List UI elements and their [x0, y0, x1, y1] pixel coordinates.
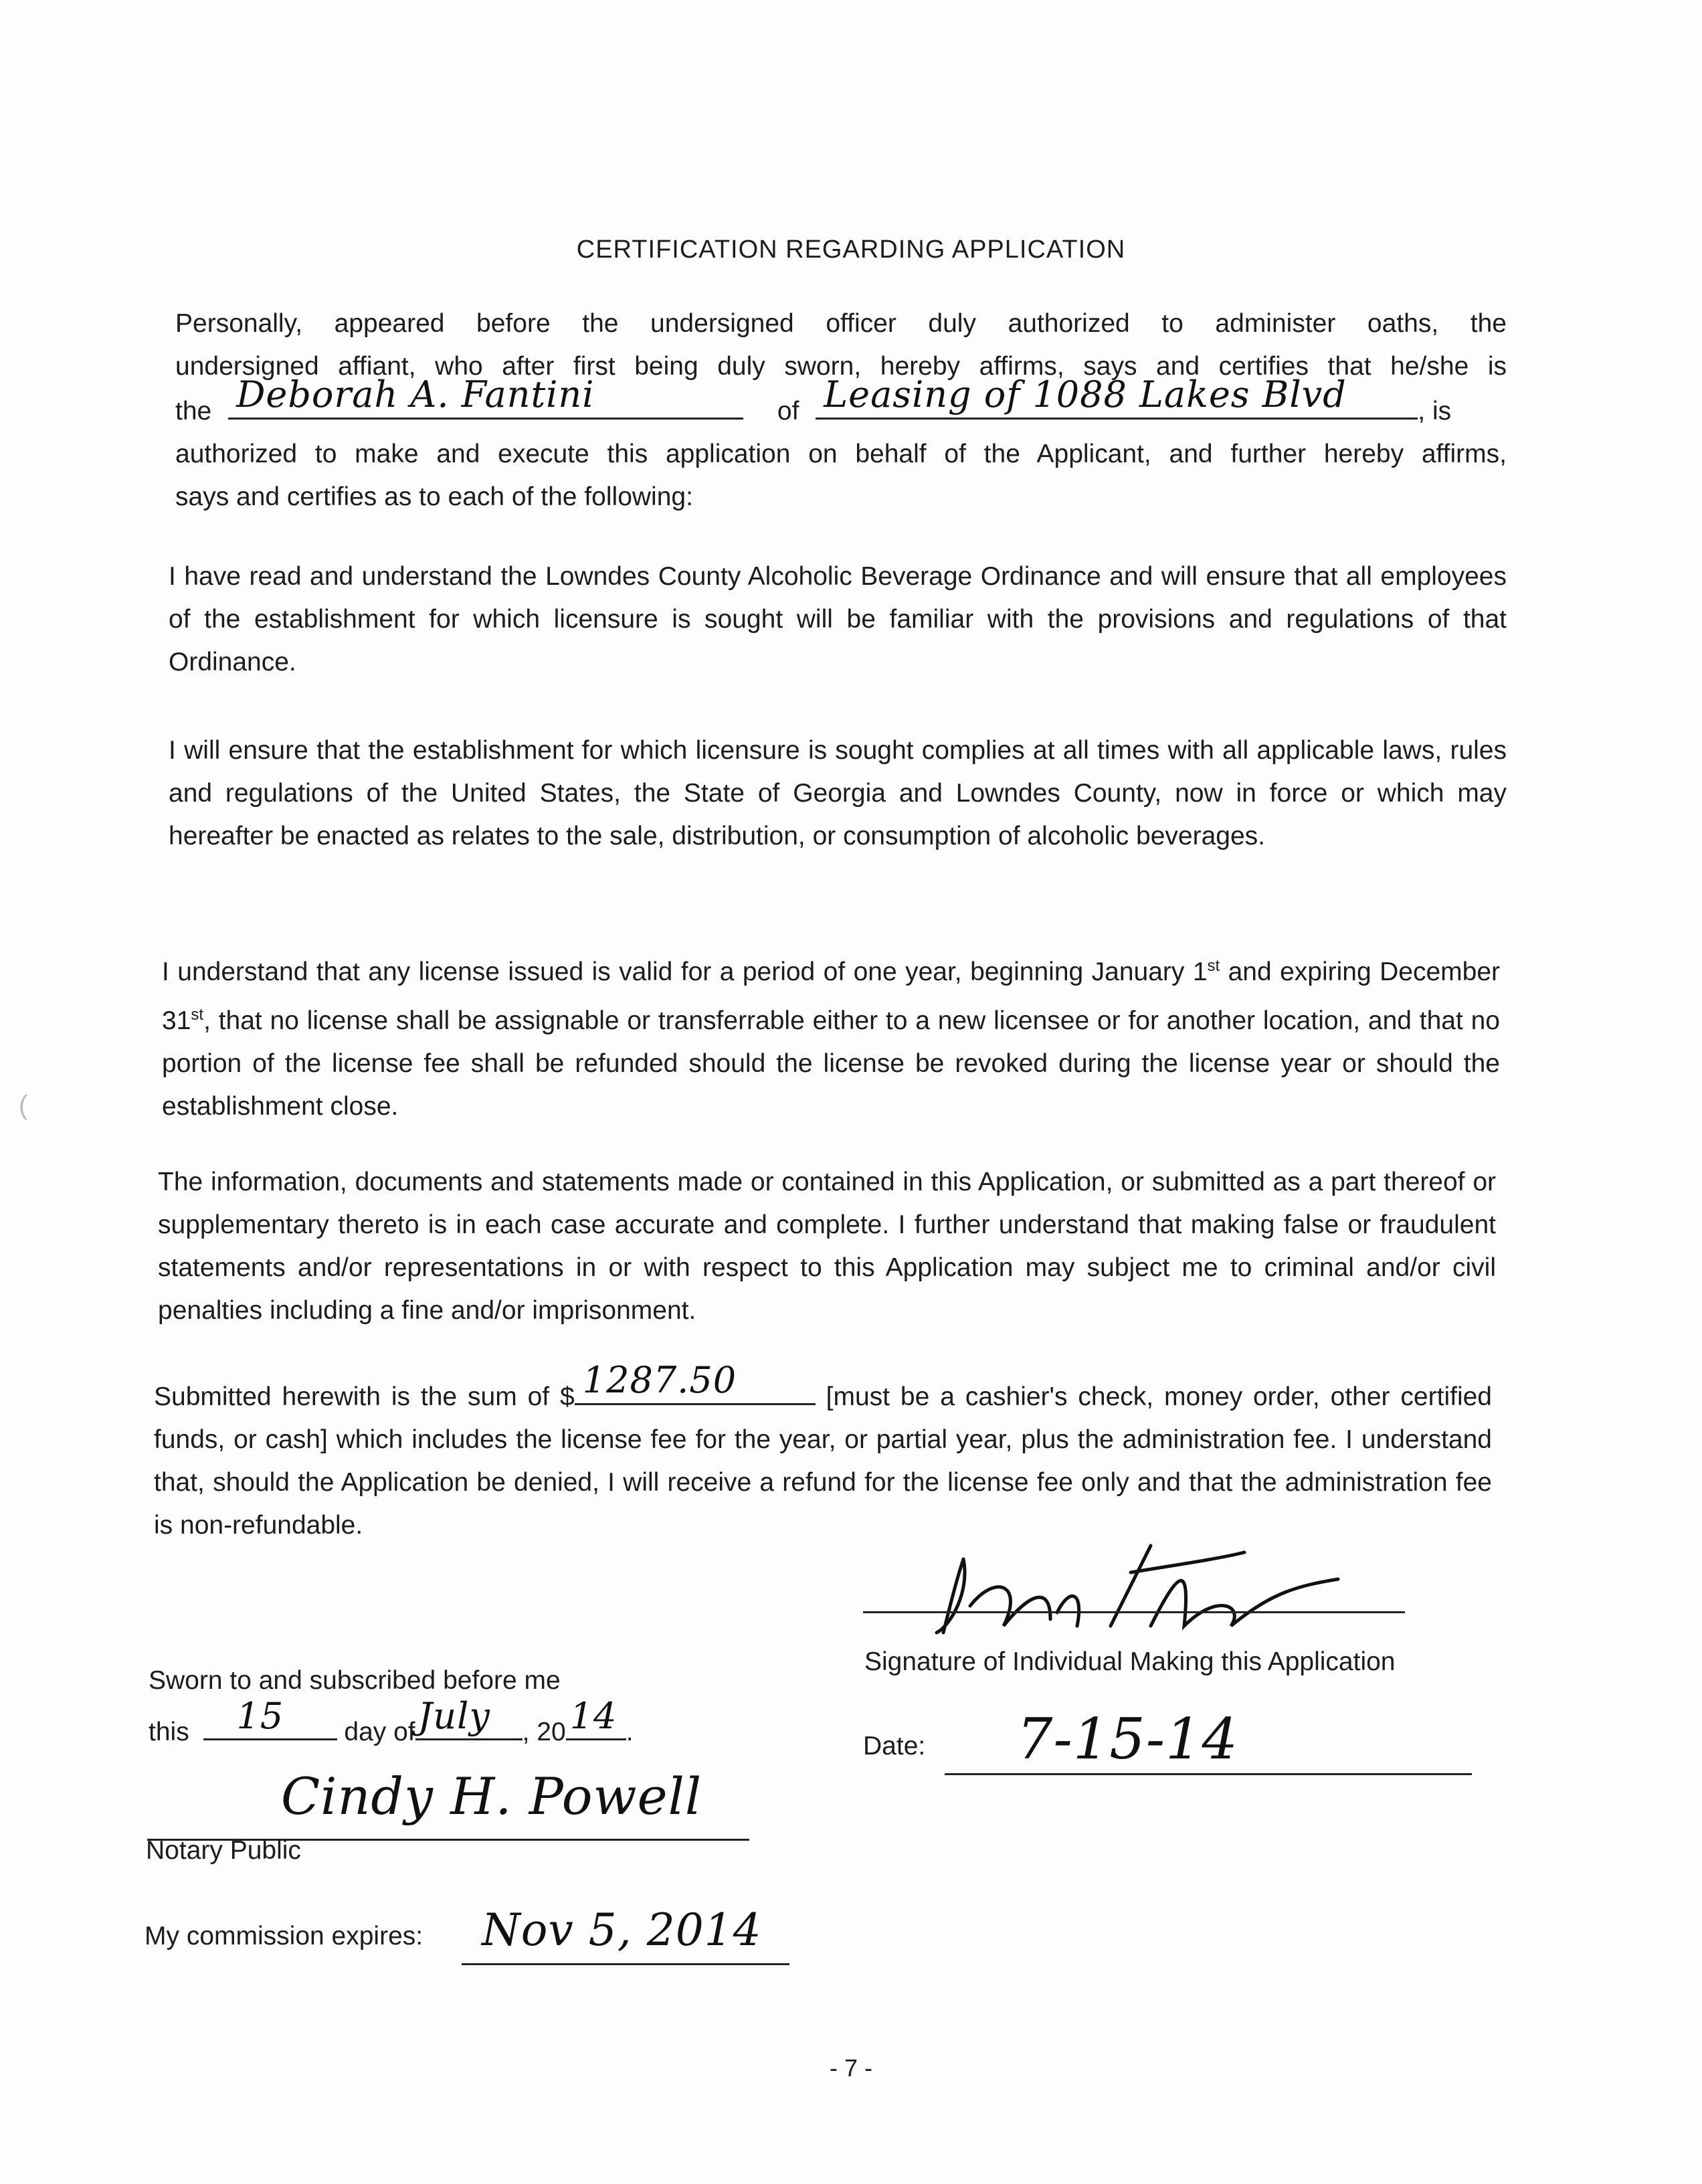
amount-field — [575, 1359, 816, 1405]
payment-paragraph — [154, 1359, 1492, 1547]
applicant-signature-line — [863, 1611, 1405, 1613]
day-handwritten: 15 — [236, 1695, 284, 1737]
term-text-1: I understand that any license issued is valid for a period of one year, beginning January 1 — [162, 958, 1208, 986]
year-prefix: , 20 — [522, 1718, 566, 1746]
page-number: - 7 - — [829, 2054, 872, 2082]
date-label: Date: — [863, 1732, 926, 1760]
intro-line-3 — [175, 373, 1507, 433]
day-field — [203, 1695, 337, 1740]
ordinance-paragraph: I have read and understand the Lowndes County Alcoholic Beverage Ordinance and will ensure that all employees of the establishment for which licensure is sought will be familiar with the provisions and regulations of that Ordinance. — [169, 562, 1507, 676]
notary-signature: Cindy H. Powell — [281, 1766, 702, 1826]
applicant-signature-label: Signature of Individual Making this Application — [864, 1647, 1396, 1676]
payment-text-1: Submitted herewith is the sum of $ — [154, 1382, 575, 1411]
term-sup-1: st — [1207, 957, 1220, 975]
day-of-label: day of — [344, 1718, 415, 1746]
affiant-name-handwritten: Deborah A. Fantini — [236, 373, 595, 416]
sworn-text: Sworn to and subscribed before me — [149, 1666, 561, 1695]
year-handwritten: 14 — [569, 1695, 618, 1737]
is-label: , is — [1418, 397, 1452, 426]
of-label: of — [777, 397, 799, 426]
term-sup-2: st — [191, 1006, 204, 1024]
payment-text-2: [must be a cashier's check, money order, other certified funds, or cash] which includes the license fee for the year, or partial year, plus the administration fee. I understand that, should the Application be denied, I will receive a refund for the license fee only and that the administration fee is non-refundable. — [154, 1382, 1492, 1540]
document-title: CERTIFICATION REGARDING APPLICATION — [576, 236, 1126, 264]
intro-line-1: Personally, appeared before the undersigned officer duly authorized to administer oaths, the — [175, 309, 1507, 338]
entity-field — [816, 373, 1418, 420]
date-handwritten: 7-15-14 — [1017, 1706, 1238, 1772]
accuracy-paragraph: The information, documents and statements made or contained in this Application, or submitted as a part thereof or supplementary thereto is in each case accurate and complete. I further understand that making false or fraudulent statements and/or representations in or with respect to this Application may subject me to criminal and/or civil penalties including a fine and/or imprisonment. — [158, 1168, 1496, 1325]
intro-line-4: authorized to make and execute this application on behalf of the Applicant, and further hereby affirms, — [175, 440, 1507, 468]
applicant-signature — [870, 1532, 1418, 1639]
year-field — [566, 1695, 626, 1740]
month-handwritten: July — [417, 1695, 490, 1737]
intro-line-2: undersigned affiant, who after first being duly sworn, hereby affirms, says and certifies that he/she is — [175, 352, 1507, 381]
notary-public-label: Notary Public — [146, 1836, 301, 1865]
affiant-name-field — [228, 373, 743, 420]
sworn-date-line: this 15 day of July , 20 14 . — [149, 1695, 634, 1746]
date-line — [945, 1773, 1472, 1775]
commission-line — [462, 1963, 789, 1965]
commission-label: My commission expires: — [145, 1922, 423, 1950]
commission-handwritten: Nov 5, 2014 — [482, 1904, 762, 1956]
entity-handwritten: Leasing of 1088 Lakes Blvd — [824, 373, 1347, 416]
term-text-3: , that no license shall be assignable or transferrable either to a new licensee or for another location, and that no portion of the license fee shall be refunded should the license be revoked during the license year or should the establishment close. — [162, 1006, 1500, 1121]
the-label: the — [175, 397, 212, 426]
license-term-paragraph — [162, 945, 1500, 1128]
intro-paragraph — [175, 302, 1507, 519]
this-label: this — [149, 1718, 189, 1746]
amount-handwritten: 1287.50 — [582, 1359, 737, 1401]
month-field — [415, 1695, 523, 1740]
term-text-2: and expiring December 31 — [162, 958, 1500, 1035]
scan-mark: ( — [19, 1091, 28, 1120]
intro-line-5: says and certifies as to each of the following: — [175, 482, 693, 511]
compliance-paragraph: I will ensure that the establishment for which licensure is sought complies at all times with all applicable laws, rules and regulations of the United States, the State of Georgia and Lowndes County, now in force or which may hereafter be enacted as relates to the sale, distribution, or consumption of alcoholic beverages. — [169, 736, 1507, 850]
